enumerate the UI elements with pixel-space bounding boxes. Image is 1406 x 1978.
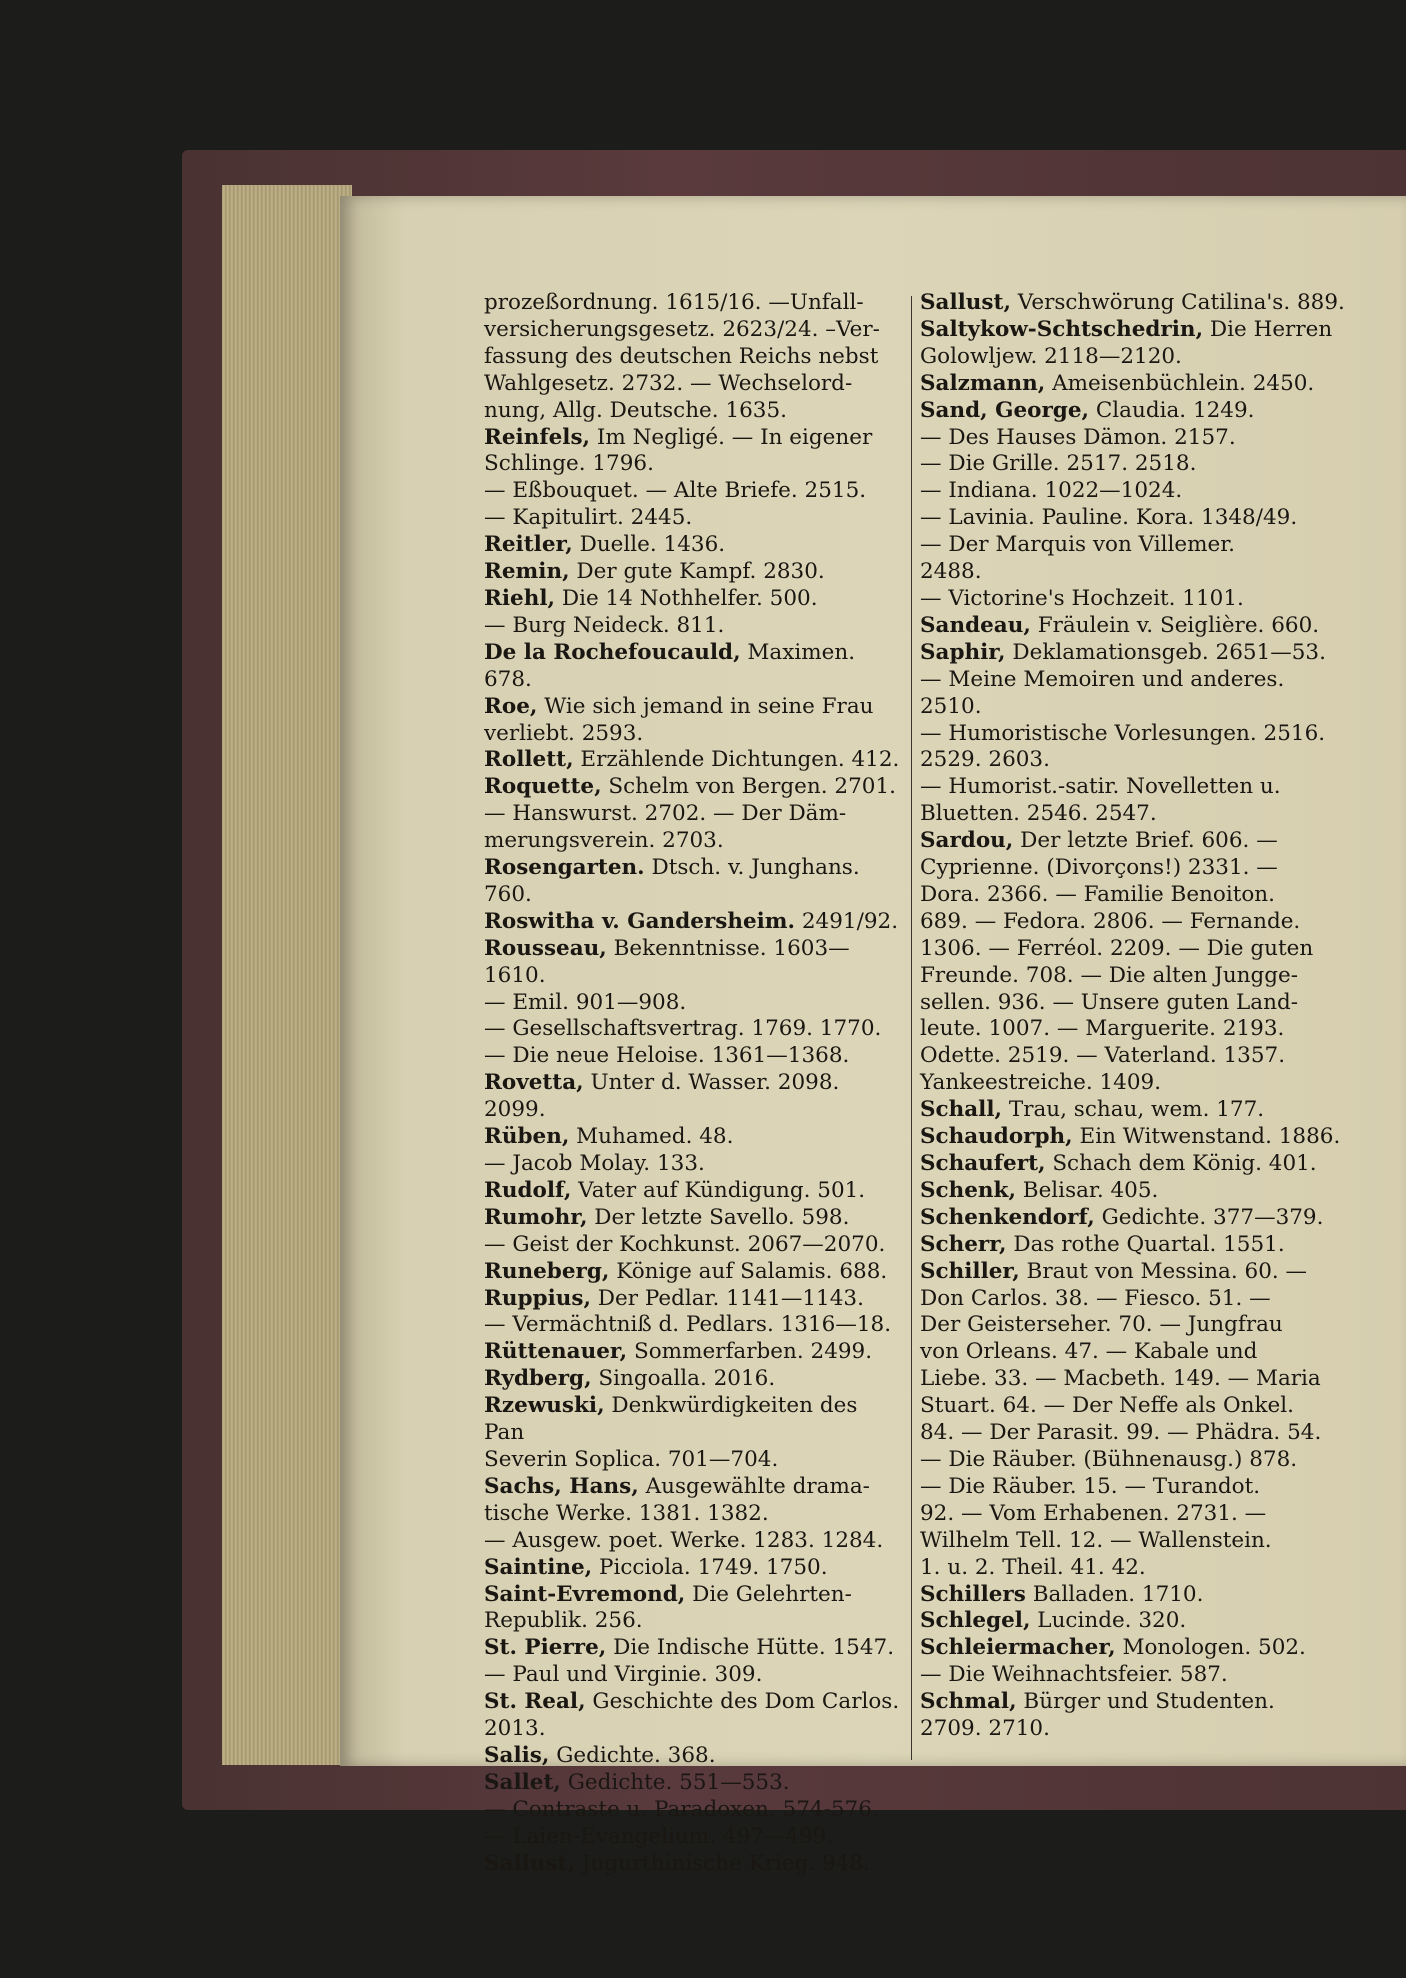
entry-author: Schiller, (920, 1258, 1020, 1284)
entry-text: fassung des deutschen Reichs nebst (484, 343, 879, 369)
index-entry-line (920, 1043, 1356, 1070)
entry-author: Sallust, (920, 290, 1011, 315)
index-entry-line (920, 1447, 1356, 1474)
entry-text: leute. 1007. — Marguerite. 2193. (920, 1016, 1285, 1042)
entry-author: Rousseau, (484, 935, 607, 961)
entry-author: Rovetta, (484, 1070, 584, 1096)
entry-text: sellen. 936. — Unsere guten Land- (920, 989, 1298, 1015)
entry-text: — Des Hauses Dämon. 2157. (920, 424, 1236, 450)
index-entry-line (484, 1770, 904, 1797)
entry-text: Odette. 2519. — Vaterland. 1357. (920, 1043, 1286, 1069)
entry-author: Remin, (484, 559, 570, 585)
entry-text: — Burg Neideck. 811. (484, 612, 725, 638)
index-entry-line (484, 1555, 904, 1582)
index-entry-line (484, 1824, 904, 1851)
index-entry-line (484, 1608, 904, 1635)
entry-text: Picciola. 1749. 1750. (592, 1554, 828, 1580)
index-entry-line (484, 478, 904, 505)
entry-author: Roe, (484, 693, 538, 719)
index-entry-line (920, 1070, 1356, 1097)
index-entry-line (920, 290, 1356, 317)
entry-author: Salis, (484, 1742, 550, 1768)
index-entry-line (484, 613, 904, 640)
index-entry-line (920, 1205, 1356, 1232)
index-entry-line (484, 801, 904, 828)
entry-text: — Paul und Virginie. 309. (484, 1662, 763, 1688)
index-entry-line (484, 1582, 904, 1609)
entry-text: Dora. 2366. — Familie Benoiton. (920, 881, 1275, 907)
entry-text: — Lavinia. Pauline. Kora. 1348/49. (920, 505, 1298, 531)
entry-author: Rydberg, (484, 1366, 592, 1392)
entry-text: — Ausgew. poet. Werke. 1283. 1284. (484, 1527, 884, 1553)
entry-text: Cyprienne. (Divorçons!) 2331. — (920, 855, 1278, 881)
index-entry-line (920, 909, 1356, 936)
entry-text: Wahlgesetz. 2732. — Wechselord- (484, 370, 853, 396)
index-entry-line (920, 1016, 1356, 1043)
entry-text: Severin Soplica. 701—704. (484, 1446, 779, 1472)
entry-text: Schlinge. 1796. (484, 451, 654, 477)
entry-author: Schmal, (920, 1689, 1017, 1715)
entry-author: Schillers (920, 1581, 1026, 1607)
entry-text: 2488. (920, 559, 982, 585)
entry-text: 92. — Vom Erhabenen. 2731. — (920, 1500, 1267, 1526)
entry-text: 1306. — Ferréol. 2209. — Die guten (920, 935, 1314, 961)
entry-text: Sommerfarben. 2499. (627, 1339, 873, 1365)
entry-text: Schach dem König. 401. (1045, 1151, 1317, 1176)
index-entry-line (484, 1797, 904, 1824)
entry-author: Schall, (920, 1097, 1003, 1123)
index-entry-line (920, 478, 1356, 505)
index-entry-line (484, 1393, 904, 1447)
entry-text: Dtsch. v. Junghans. 760. (484, 855, 860, 907)
index-entry-line (920, 451, 1356, 478)
entry-text: Unter d. Wasser. 2098. 2099. (484, 1070, 840, 1123)
entry-text: — Die Räuber. (Bühnenausg.) 878. (920, 1446, 1298, 1472)
entry-author: Rudolf, (484, 1177, 572, 1203)
entry-author: Rüben, (484, 1124, 570, 1150)
entry-text: Ameisenbüchlein. 2450. (1045, 370, 1315, 396)
entry-text: 2709. 2710. (920, 1716, 1050, 1742)
entry-text: — Der Marquis von Villemer. (920, 532, 1236, 558)
entry-text: — Die neue Heloise. 1361—1368. (484, 1043, 850, 1069)
index-entry-line (920, 667, 1356, 694)
entry-text: Verschwörung Catilina's. 889. (1010, 290, 1345, 315)
entry-text: Yankeestreiche. 1409. (920, 1070, 1162, 1096)
entry-text: Claudia. 1249. (1089, 397, 1255, 423)
index-entry-line (920, 1339, 1356, 1366)
index-entry-line (920, 586, 1356, 613)
index-entry-line (484, 1689, 904, 1716)
column-divider (911, 296, 912, 1760)
index-entry-line (484, 1232, 904, 1259)
index-entry-line (484, 371, 904, 398)
index-entry-line (920, 882, 1356, 909)
index-entry-line (920, 990, 1356, 1017)
index-entry-line (484, 1312, 904, 1339)
index-entry-line (484, 774, 904, 801)
entry-text: Bekenntnisse. 1603—1610. (484, 935, 850, 988)
index-entry-line (484, 909, 904, 936)
index-entry-line (484, 1178, 904, 1205)
entry-text: Fräulein v. Seiglière. 660. (1030, 612, 1320, 638)
entry-text: Jugurthinische Krieg. 948. (574, 1850, 870, 1876)
entry-text: — Kapitulirt. 2445. (484, 505, 693, 531)
entry-text: Golowljew. 2118—2120. (920, 343, 1182, 369)
index-entry-line (484, 828, 904, 855)
entry-text: Der Geisterseher. 70. — Jungfrau (920, 1312, 1283, 1338)
entry-text: — Emil. 901—908. (484, 989, 687, 1015)
entry-text: Braut von Messina. 60. — (1019, 1258, 1308, 1284)
entry-text: versicherungsgesetz. 2623/24. –Ver- (484, 316, 880, 342)
entry-author: Runeberg, (484, 1258, 610, 1284)
index-entry-line (484, 1016, 904, 1043)
index-entry-line (920, 1716, 1356, 1743)
entry-text: — Geist der Kochkunst. 2067—2070. (484, 1231, 886, 1257)
entry-text: merungsverein. 2703. (484, 828, 724, 854)
index-entry-line (484, 344, 904, 371)
index-entry-line (920, 1555, 1356, 1582)
index-entry-line (484, 1447, 904, 1474)
index-entry-line (484, 990, 904, 1017)
entry-text: Der gute Kampf. 2830. (569, 559, 825, 585)
entry-author: Scherr, (920, 1231, 1007, 1257)
index-entry-line (920, 774, 1356, 801)
entry-text: Monologen. 502. (1115, 1635, 1306, 1661)
entry-text: Die Herren (1203, 316, 1333, 342)
index-entry-line (484, 1043, 904, 1070)
index-entry-line (920, 1635, 1356, 1662)
index-entry-line (920, 1393, 1356, 1420)
index-entry-line (484, 1743, 904, 1770)
index-entry-line (484, 1259, 904, 1286)
entry-author: Schenkendorf, (920, 1204, 1095, 1230)
index-entry-line (484, 398, 904, 425)
entry-text: — Die Räuber. 15. — Turandot. (920, 1473, 1261, 1499)
entry-text: Stuart. 64. — Der Neffe als Onkel. (920, 1393, 1294, 1419)
entry-text: — Die Weihnachtsfeier. 587. (920, 1662, 1228, 1688)
entry-author: St. Real, (484, 1689, 586, 1715)
index-entry-line (920, 613, 1356, 640)
entry-text: — Eßbouquet. — Alte Briefe. 2515. (484, 478, 867, 504)
entry-text: Wilhelm Tell. 12. — Wallenstein. (920, 1527, 1272, 1553)
entry-text: Wie sich jemand in seine Frau (537, 693, 874, 719)
index-entry-line (920, 1689, 1356, 1716)
entry-text: Die Indische Hütte. 1547. (606, 1635, 895, 1661)
entry-author: De la Rochefoucauld, (484, 639, 741, 665)
entry-author: Schaudorph, (920, 1124, 1073, 1150)
index-entry-line (484, 1366, 904, 1393)
index-entry-line (920, 1582, 1356, 1609)
entry-text: Republik. 256. (484, 1608, 643, 1634)
entry-text: Bluetten. 2546. 2547. (920, 801, 1157, 827)
index-entry-line (484, 694, 904, 721)
entry-author: Sand, George, (920, 397, 1089, 423)
left-column (484, 290, 904, 1877)
entry-author: Rumohr, (484, 1204, 588, 1230)
entry-text: von Orleans. 47. — Kabale und (920, 1339, 1258, 1365)
entry-author: Reitler, (484, 532, 573, 558)
entry-text: Gedichte. 368. (549, 1742, 716, 1768)
entry-text: — Humorist.-satir. Novelletten u. (920, 774, 1281, 800)
index-entry-line (484, 1286, 904, 1313)
index-entry-line (920, 1097, 1356, 1124)
entry-text: Das rothe Quartal. 1551. (1006, 1231, 1285, 1257)
entry-text: Im Negligé. — In eigener (590, 424, 873, 450)
entry-text: Ein Witwenstand. 1886. (1072, 1124, 1341, 1150)
index-entry-line (484, 1635, 904, 1662)
index-entry-line (920, 640, 1356, 667)
index-entry-line (920, 559, 1356, 586)
index-entry-line (484, 1528, 904, 1555)
index-entry-line (484, 559, 904, 586)
entry-author: St. Pierre, (484, 1635, 607, 1661)
index-entry-line (484, 586, 904, 613)
entry-author: Saint-Evremond, (484, 1581, 686, 1607)
index-entry-line (484, 747, 904, 774)
index-entry-line (484, 1851, 904, 1878)
entry-text: Deklamationsgeb. 2651—53. (1005, 639, 1326, 665)
index-entry-line (920, 855, 1356, 882)
entry-author: Sandeau, (920, 612, 1031, 638)
index-entry-line (484, 317, 904, 344)
entry-author: Schleiermacher, (920, 1635, 1116, 1661)
index-entry-line (920, 801, 1356, 828)
entry-text: Liebe. 33. — Macbeth. 149. — Maria (920, 1366, 1321, 1392)
index-entry-line (484, 290, 904, 317)
index-entry-line (484, 1205, 904, 1232)
index-entry-line (920, 694, 1356, 721)
index-entry-line (920, 1474, 1356, 1501)
entry-text: Trau, schau, wem. 177. (1002, 1097, 1265, 1123)
entry-text: — Victorine's Hochzeit. 1101. (920, 585, 1244, 611)
entry-text: 2510. (920, 693, 982, 719)
entry-author: Roswitha v. Gandersheim. (484, 908, 796, 934)
index-entry-line (920, 1178, 1356, 1205)
entry-text: — Meine Memoiren und anderes. (920, 666, 1285, 692)
entry-author: Schenk, (920, 1177, 1016, 1203)
entry-text: Muhamed. 48. (569, 1124, 734, 1150)
entry-author: Reinfels, (484, 424, 591, 450)
entry-text: Der letzte Savello. 598. (587, 1204, 850, 1230)
index-entry-line (484, 640, 904, 694)
index-entry-line (920, 1662, 1356, 1689)
entry-text: Belisar. 405. (1015, 1177, 1159, 1203)
entry-author: Sachs, Hans, (484, 1473, 639, 1499)
entry-author: Schlegel, (920, 1608, 1031, 1634)
entry-author: Rollett, (484, 747, 574, 773)
entry-author: Rzewuski, (484, 1393, 605, 1419)
entry-text: Der letzte Brief. 606. — (1013, 828, 1278, 854)
index-entry-line (484, 1070, 904, 1124)
index-entry-line (484, 855, 904, 909)
entry-text: Schelm von Bergen. 2701. (601, 774, 896, 800)
index-entry-line (920, 936, 1356, 963)
index-entry-line (484, 1662, 904, 1689)
entry-text: — Indiana. 1022—1024. (920, 478, 1183, 504)
index-entry-line (920, 1232, 1356, 1259)
entry-author: Salzmann, (920, 370, 1046, 396)
entry-text: 2491/92. (795, 908, 899, 934)
index-entry-line (920, 1124, 1356, 1151)
index-entry-line (920, 505, 1356, 532)
index-entry-line (484, 505, 904, 532)
entry-author: Riehl, (484, 585, 555, 611)
entry-text: — Laien-Evangelium. 497—499. (484, 1823, 834, 1849)
index-entry-line (920, 1286, 1356, 1313)
entry-text: Ausgewählte drama- (638, 1473, 870, 1499)
index-entry-line (484, 1124, 904, 1151)
index-entry-line (920, 963, 1356, 990)
entry-text: nung, Allg. Deutsche. 1635. (484, 397, 787, 423)
entry-text: — Jacob Molay. 133. (484, 1151, 705, 1176)
entry-text: Könige auf Salamis. 688. (609, 1258, 888, 1284)
index-entry-line (920, 1366, 1356, 1393)
index-entry-line (920, 1608, 1356, 1635)
index-entry-line (920, 317, 1356, 344)
entry-text: 2529. 2603. (920, 747, 1050, 773)
entry-text: Balladen. 1710. (1025, 1581, 1204, 1607)
entry-text: — Gesellschaftsvertrag. 1769. 1770. (484, 1016, 882, 1042)
index-entry-line (484, 1716, 904, 1743)
entry-text: Gedichte. 377—379. (1094, 1204, 1324, 1230)
entry-author: Saintine, (484, 1554, 593, 1580)
entry-author: Schaufert, (920, 1151, 1046, 1176)
entry-author: Roquette, (484, 774, 602, 800)
entry-text: 689. — Fedora. 2806. — Fernande. (920, 908, 1301, 934)
index-entry-line (920, 1151, 1356, 1178)
index-entry-line (484, 1339, 904, 1366)
index-entry-line (484, 1501, 904, 1528)
entry-text: — Die Grille. 2517. 2518. (920, 451, 1197, 477)
entry-text: 1. u. 2. Theil. 41. 42. (920, 1554, 1146, 1580)
index-entry-line (920, 371, 1356, 398)
entry-text: Maximen. 678. (484, 639, 856, 692)
page-edges (222, 185, 352, 1765)
entry-text: Gedichte. 551—553. (560, 1769, 790, 1795)
index-entry-line (920, 1420, 1356, 1447)
index-entry-line (484, 451, 904, 478)
entry-text: Singoalla. 2016. (591, 1366, 776, 1392)
entry-text: — Humoristische Vorlesungen. 2516. (920, 720, 1326, 746)
entry-text: Die 14 Nothhelfer. 500. (555, 585, 818, 611)
index-entry-line (484, 1151, 904, 1178)
entry-text: Der Pedlar. 1141—1143. (590, 1285, 864, 1311)
entry-text: Bürger und Studenten. (1016, 1689, 1275, 1715)
index-entry-line (920, 532, 1356, 559)
entry-author: Sardou, (920, 828, 1014, 854)
entry-text: — Hanswurst. 2702. — Der Däm- (484, 801, 847, 827)
index-entry-line (920, 1259, 1356, 1286)
index-entry-line (920, 425, 1356, 452)
entry-text: tische Werke. 1381. 1382. (484, 1500, 769, 1526)
index-entry-line (484, 532, 904, 559)
entry-text: Freunde. 708. — Die alten Jungge- (920, 962, 1299, 988)
index-entry-line (920, 747, 1356, 774)
entry-text: Duelle. 1436. (572, 532, 726, 558)
entry-text: Don Carlos. 38. — Fiesco. 51. — (920, 1285, 1271, 1311)
entry-text: Erzählende Dichtungen. 412. (573, 747, 900, 773)
index-entry-line (484, 425, 904, 452)
index-entry-line (920, 398, 1356, 425)
index-entry-line (920, 344, 1356, 371)
entry-text: Denkwürdigkeiten des Pan (484, 1393, 858, 1446)
entry-author: Rüttenauer, (484, 1339, 628, 1365)
index-entry-line (920, 1501, 1356, 1528)
entry-text: — Vermächtniß d. Pedlars. 1316—18. (484, 1312, 892, 1338)
entry-text: verliebt. 2593. (484, 720, 644, 746)
right-column (920, 290, 1356, 1743)
entry-author: Ruppius, (484, 1285, 591, 1311)
entry-author: Sallust, (484, 1850, 575, 1876)
entry-author: Saphir, (920, 639, 1006, 665)
entry-author: Sallet, (484, 1769, 561, 1795)
entry-text: Die Gelehrten- (685, 1581, 852, 1607)
index-entry-line (484, 1474, 904, 1501)
entry-author: Saltykow-Schtschedrin, (920, 316, 1204, 342)
index-entry-line (920, 1312, 1356, 1339)
entry-text: prozeßordnung. 1615/16. —Unfall- (484, 290, 864, 315)
index-entry-line (920, 721, 1356, 748)
entry-text: 2013. (484, 1716, 546, 1742)
entry-text: — Contraste u. Paradoxen. 574-576. (484, 1796, 879, 1822)
entry-text: 84. — Der Parasit. 99. — Phädra. 54. (920, 1420, 1322, 1446)
entry-text: Geschichte des Dom Carlos. (585, 1689, 900, 1715)
index-entry-line (920, 1528, 1356, 1555)
entry-text: Lucinde. 320. (1030, 1608, 1187, 1634)
entry-author: Rosengarten. (484, 855, 645, 881)
entry-text: Vater auf Kündigung. 501. (571, 1177, 866, 1203)
index-entry-line (484, 721, 904, 748)
index-entry-line (920, 828, 1356, 855)
index-entry-line (484, 936, 904, 990)
